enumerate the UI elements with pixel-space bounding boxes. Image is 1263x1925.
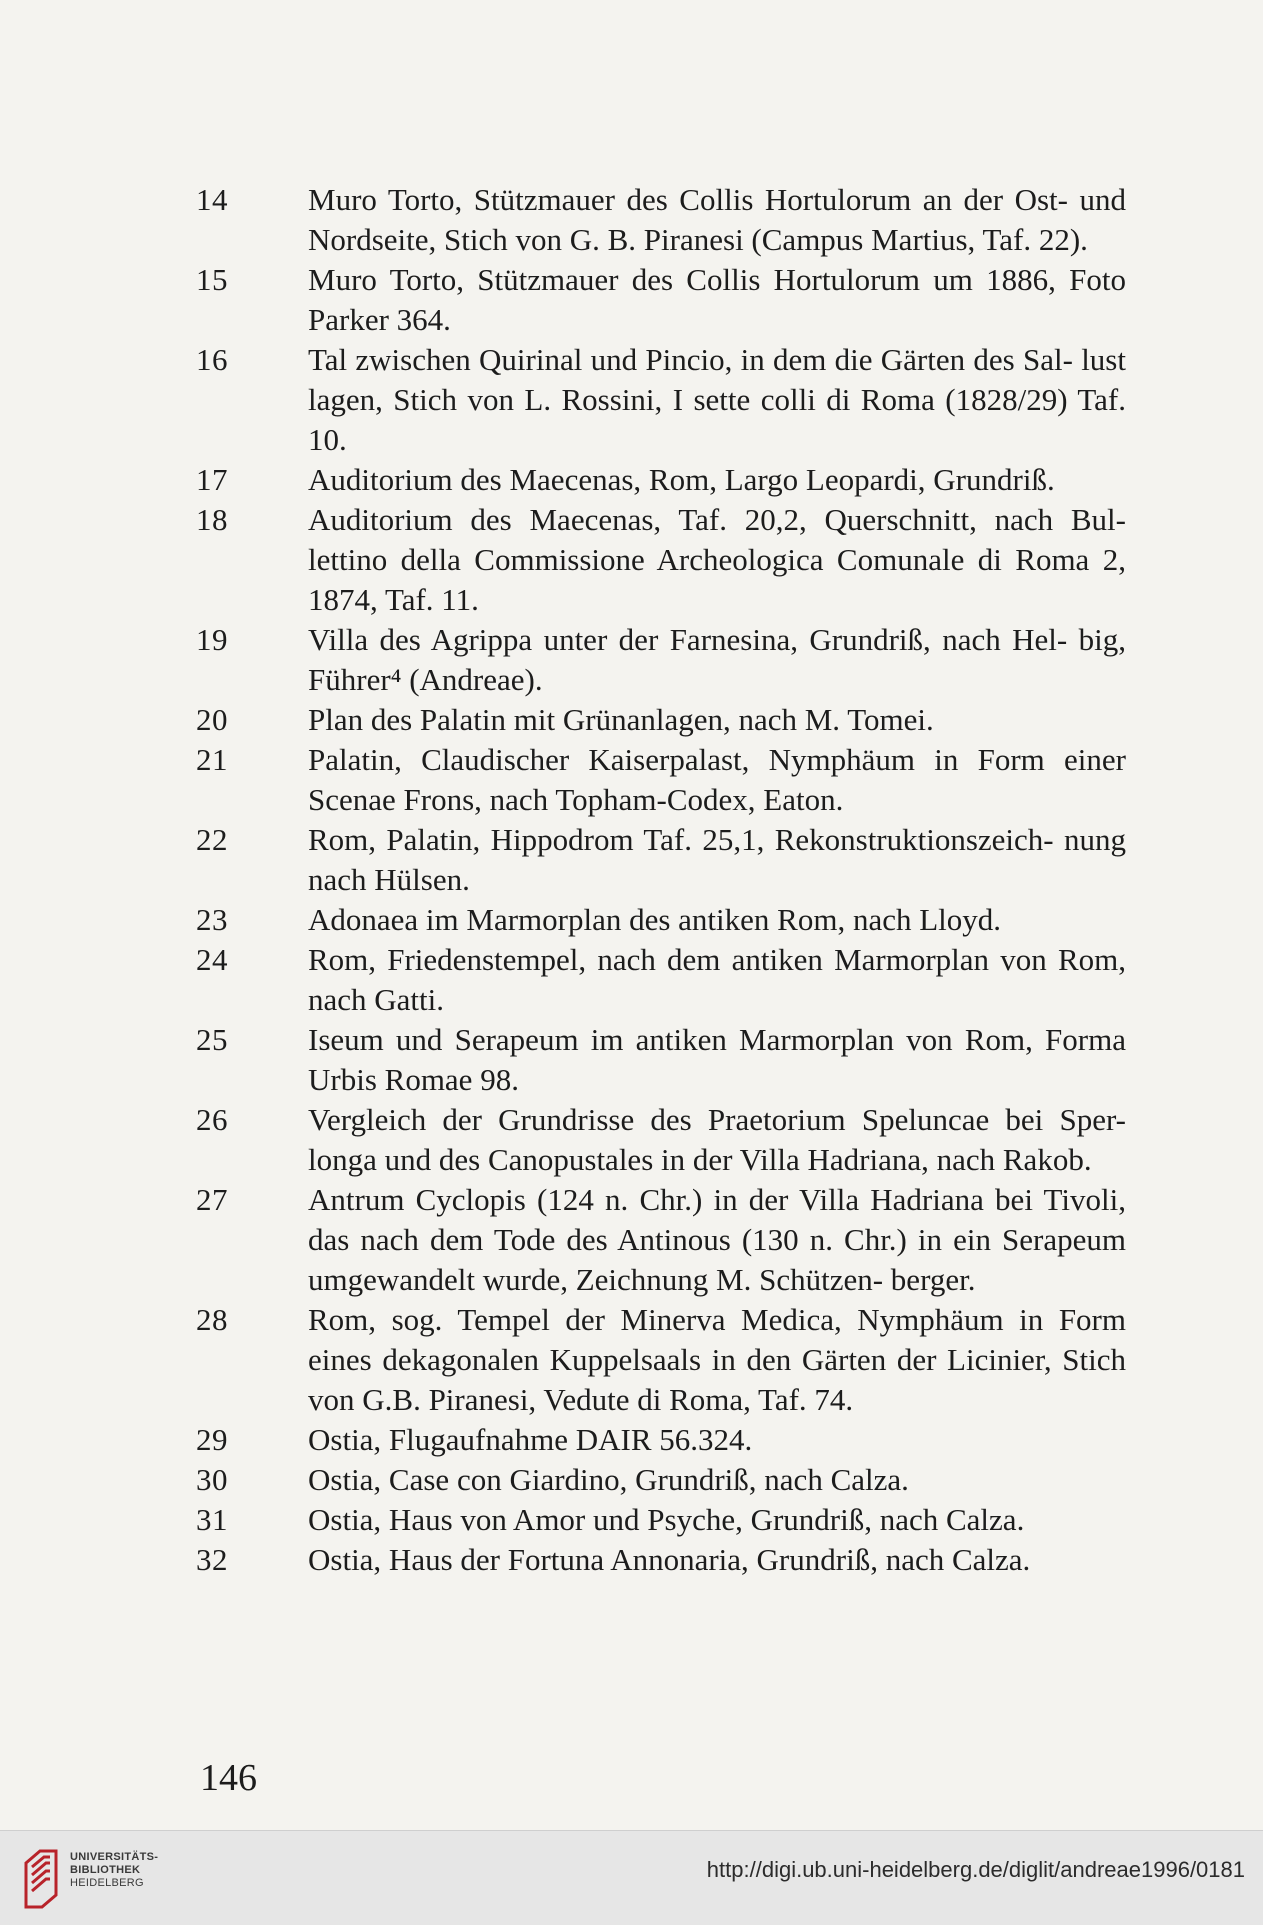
figure-entry — [196, 1300, 1126, 1420]
figure-caption: Plan des Palatin mit Grünanlagen, nach M. Tomei. — [308, 702, 934, 737]
figure-number: 20 — [196, 702, 228, 737]
figure-list — [196, 180, 1126, 1580]
figure-number: 24 — [196, 942, 228, 977]
figure-number: 17 — [196, 462, 228, 497]
figure-caption: Palatin, Claudischer Kaiserpalast, Nymphäum in Form einer Scenae Frons, nach Topham-Codex, Eaton. — [308, 742, 1126, 817]
figure-entry — [196, 460, 1126, 500]
figure-entry — [196, 940, 1126, 1020]
figure-entry — [196, 1420, 1126, 1460]
figure-caption: Antrum Cyclopis (124 n. Chr.) in der Villa Hadriana bei Tivoli, das nach dem Tode des Antinous (130 n. Chr.) in ein Serapeum umgewandelt wurde, Zeichnung M. Schützen- berger. — [308, 1182, 1126, 1297]
logo-line-2: BIBLIOTHEK — [70, 1864, 141, 1876]
figure-entry — [196, 340, 1126, 460]
figure-number: 18 — [196, 502, 228, 537]
figure-caption: Vergleich der Grundrisse des Praetorium Speluncae bei Sper- longa und des Canopustales in der Villa Hadriana, nach Rakob. — [308, 1102, 1126, 1177]
logo-line-1: UNIVERSITÄTS- — [70, 1851, 159, 1863]
figure-number: 26 — [196, 1102, 228, 1137]
figure-entry — [196, 900, 1126, 940]
figure-caption: Muro Torto, Stützmauer des Collis Hortulorum an der Ost- und Nordseite, Stich von G. B. Piranesi (Campus Martius, Taf. 22). — [308, 182, 1126, 257]
figure-number: 32 — [196, 1542, 228, 1577]
figure-caption: Muro Torto, Stützmauer des Collis Hortulorum um 1886, Foto Parker 364. — [308, 262, 1126, 337]
figure-caption: Rom, sog. Tempel der Minerva Medica, Nymphäum in Form eines dekagonalen Kuppelsaals in den Gärten der Licinier, Stich von G.B. Piranesi, Vedute di Roma, Taf. 74. — [308, 1302, 1126, 1417]
figure-entry — [196, 1540, 1126, 1580]
figure-number: 25 — [196, 1022, 228, 1057]
page-number: 146 — [200, 1757, 257, 1799]
figure-number: 22 — [196, 822, 228, 857]
figure-caption: Rom, Palatin, Hippodrom Taf. 25,1, Rekonstruktionszeich- nung nach Hülsen. — [308, 822, 1126, 897]
figure-entry — [196, 1020, 1126, 1100]
source-url-link[interactable]: http://digi.ub.uni-heidelberg.de/diglit/andreae1996/0181 — [706, 1857, 1245, 1882]
figure-caption: Ostia, Haus von Amor und Psyche, Grundriß, nach Calza. — [308, 1502, 1025, 1537]
figure-number: 19 — [196, 622, 228, 657]
footer-bar — [0, 1830, 1263, 1925]
figure-entry — [196, 1460, 1126, 1500]
figure-entry — [196, 260, 1126, 340]
library-logo[interactable] — [20, 1845, 170, 1911]
figure-number: 28 — [196, 1302, 228, 1337]
figure-caption: Ostia, Haus der Fortuna Annonaria, Grundriß, nach Calza. — [308, 1542, 1031, 1577]
figure-caption: Ostia, Flugaufnahme DAIR 56.324. — [308, 1422, 753, 1457]
figure-number: 23 — [196, 902, 228, 937]
figure-caption: Tal zwischen Quirinal und Pincio, in dem die Gärten des Sal- lust lagen, Stich von L. Rossini, I sette colli di Roma (1828/29) Taf. 10. — [308, 342, 1126, 457]
figure-caption: Rom, Friedenstempel, nach dem antiken Marmorplan von Rom, nach Gatti. — [308, 942, 1126, 1017]
figure-number: 14 — [196, 182, 228, 217]
logo-line-3: HEIDELBERG — [70, 1877, 144, 1889]
figure-entry — [196, 820, 1126, 900]
figure-caption: Adonaea im Marmorplan des antiken Rom, nach Lloyd. — [308, 902, 1002, 937]
library-logo-icon — [20, 1845, 64, 1909]
figure-entry — [196, 740, 1126, 820]
figure-number: 21 — [196, 742, 228, 777]
figure-caption: Auditorium des Maecenas, Rom, Largo Leopardi, Grundriß. — [308, 462, 1055, 497]
library-logo-text — [70, 1851, 158, 1890]
figure-entry — [196, 180, 1126, 260]
figure-caption: Iseum und Serapeum im antiken Marmorplan von Rom, Forma Urbis Romae 98. — [308, 1022, 1126, 1097]
figure-caption: Auditorium des Maecenas, Taf. 20,2, Querschnitt, nach Bul- lettino della Commissione Archeologica Comunale di Roma 2, 1874, Taf. 11. — [308, 502, 1126, 617]
figure-entry — [196, 700, 1126, 740]
figure-entry — [196, 620, 1126, 700]
figure-caption: Ostia, Case con Giardino, Grundriß, nach Calza. — [308, 1462, 909, 1497]
figure-entry — [196, 1100, 1126, 1180]
figure-number: 31 — [196, 1502, 228, 1537]
figure-number: 30 — [196, 1462, 228, 1497]
figure-number: 15 — [196, 262, 228, 297]
figure-caption: Villa des Agrippa unter der Farnesina, Grundriß, nach Hel- big, Führer⁴ (Andreae). — [308, 622, 1126, 697]
figure-number: 27 — [196, 1182, 228, 1217]
figure-entry — [196, 500, 1126, 620]
figure-number: 16 — [196, 342, 228, 377]
figure-number: 29 — [196, 1422, 228, 1457]
figure-entry — [196, 1500, 1126, 1540]
figure-entry — [196, 1180, 1126, 1300]
